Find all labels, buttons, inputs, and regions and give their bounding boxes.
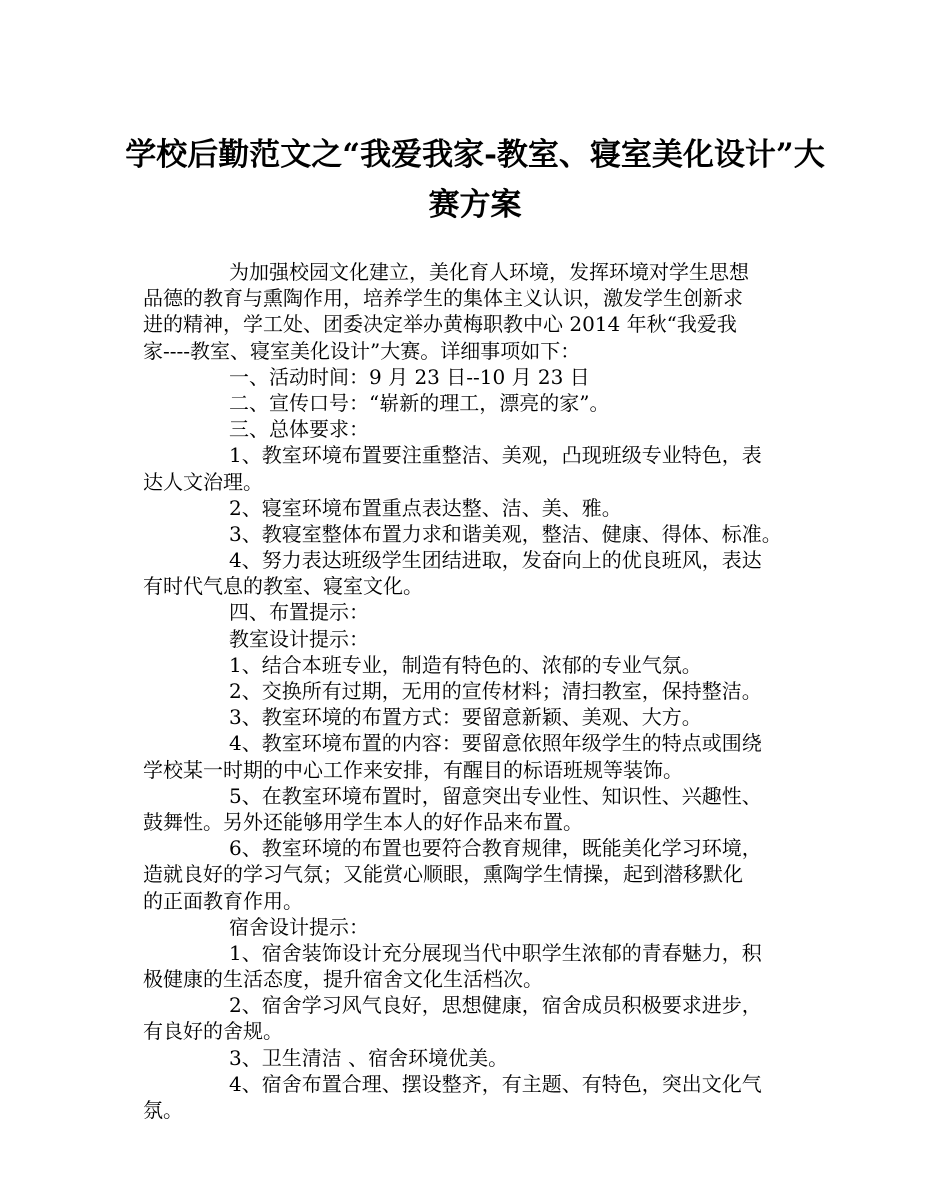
paragraph-line: 鼓舞性。另外还能够用学生本人的好作品来布置。 xyxy=(143,809,583,834)
paragraph-line: 4、教室环境布置的内容：要留意依照年级学生的特点或围绕 xyxy=(229,731,762,756)
subsection-heading: 宿舍设计提示： xyxy=(229,914,369,939)
paragraph-line: 3、卫生清洁 、宿舍环境优美。 xyxy=(229,1045,509,1070)
paragraph-line: 学校某一时期的中心工作来安排，有醒目的标语班规等装饰。 xyxy=(143,757,683,782)
paragraph-line: 品德的教育与熏陶作用，培养学生的集体主义认识，激发学生创新求 xyxy=(143,286,743,311)
document-title-line-2: 赛方案 xyxy=(428,187,522,223)
document-title-line-1: 学校后勤范文之“我爱我家-教室、寝室美化设计”大 xyxy=(125,137,825,173)
paragraph-line: 1、宿舍装饰设计充分展现当代中职学生浓郁的青春魅力，积 xyxy=(229,940,762,965)
paragraph-line: 极健康的生活态度，提升宿舍文化生活档次。 xyxy=(143,967,543,992)
paragraph-line: 4、努力表达班级学生团结进取，发奋向上的优良班风，表达 xyxy=(229,548,762,573)
paragraph-line: 2、宿舍学习风气良好，思想健康，宿舍成员积极要求进步， xyxy=(229,993,762,1018)
paragraph-line: 1、结合本班专业，制造有特色的、浓郁的专业气氛。 xyxy=(229,652,702,677)
paragraph-line: 2、交换所有过期，无用的宣传材料；清扫教室，保持整洁。 xyxy=(229,679,762,703)
paragraph-line: 的正面教育作用。 xyxy=(143,888,303,913)
paragraph-line: 3、教室环境的布置方式：要留意新颖、美观、大方。 xyxy=(229,705,702,730)
paragraph-line: 2、寝室环境布置重点表达整、洁、美、雅。 xyxy=(229,495,622,520)
paragraph-line: 5、在教室环境布置时，留意突出专业性、知识性、兴趣性、 xyxy=(229,783,762,808)
paragraph-line: 4、宿舍布置合理、摆设整齐，有主题、有特色，突出文化气 xyxy=(229,1071,762,1096)
paragraph-line: 有良好的舍规。 xyxy=(143,1019,283,1044)
paragraph-line: 家----教室、寝室美化设计”大赛。详细事项如下： xyxy=(143,338,581,363)
section-heading: 三、总体要求： xyxy=(229,417,369,442)
section-heading: 四、布置提示： xyxy=(229,600,369,625)
paragraph-line: 达人文治理。 xyxy=(143,469,263,494)
subsection-heading: 教室设计提示： xyxy=(229,626,369,651)
paragraph-line: 有时代气息的教室、寝室文化。 xyxy=(143,574,423,599)
paragraph-line: 进的精神，学工处、团委决定举办黄梅职教中心 2014 年秋“我爱我 xyxy=(143,312,737,337)
document-body xyxy=(143,259,815,1123)
paragraph-line: 3、教寝室整体布置力求和谐美观，整洁、健康、得体、标准。 xyxy=(229,521,782,546)
paragraph-line: 氛。 xyxy=(143,1098,183,1122)
paragraph-line: 一、活动时间：9 月 23 日--10 月 23 日 xyxy=(229,364,590,389)
paragraph-line: 6、教室环境的布置也要符合教育规律，既能美化学习环境， xyxy=(229,836,762,861)
paragraph-line: 为加强校园文化建立，美化育人环境，发挥环境对学生思想 xyxy=(229,260,749,284)
paragraph-line: 二、宣传口号：“崭新的理工，漂亮的家”。 xyxy=(229,390,610,415)
paragraph-line: 1、教室环境布置要注重整洁、美观，凸现班级专业特色，表 xyxy=(229,443,762,468)
paragraph-line: 造就良好的学习气氛；又能赏心顺眼，熏陶学生情操，起到潜移默化 xyxy=(143,862,743,887)
